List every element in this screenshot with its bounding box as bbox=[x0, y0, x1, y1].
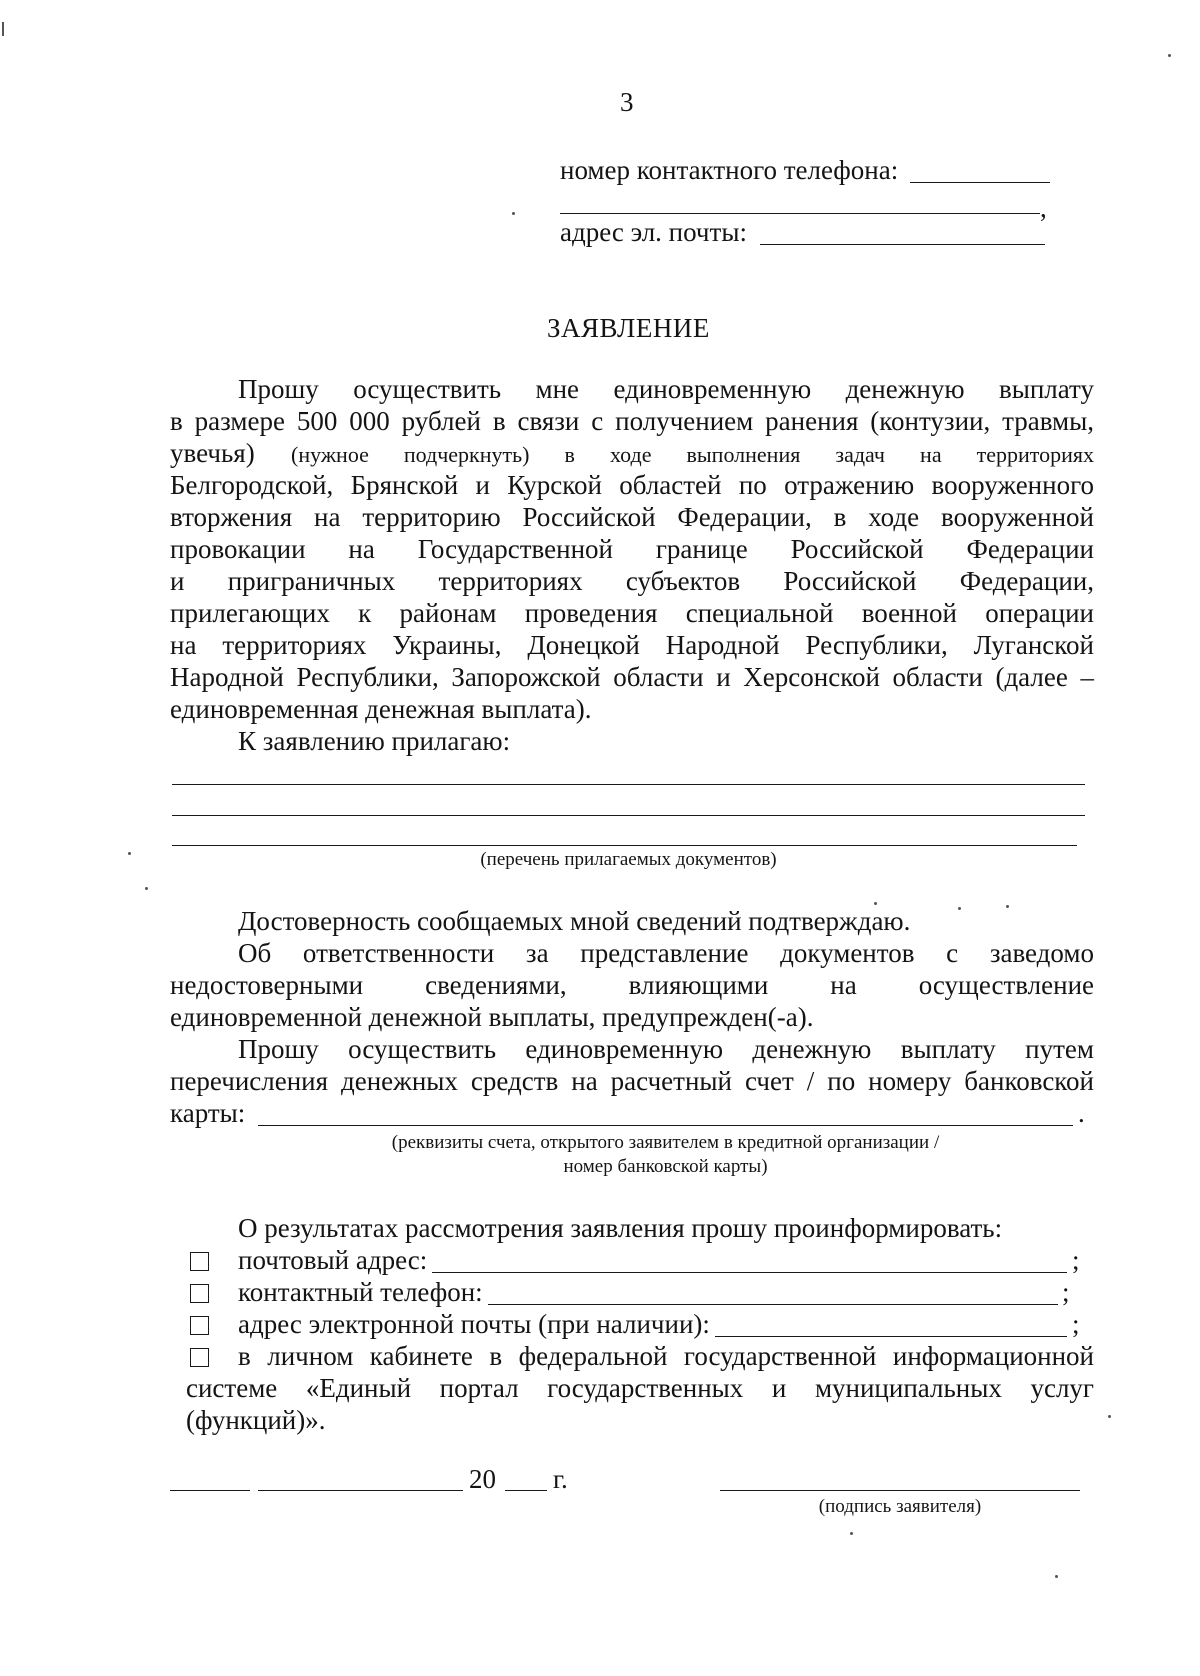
notify-option-phone-end: ; bbox=[1062, 1277, 1070, 1307]
scan-speck bbox=[2, 22, 4, 36]
confirm-line-4: единовременной денежной выплаты, предупрежден(-а). bbox=[170, 1002, 814, 1032]
document-title: ЗАЯВЛЕНИЕ bbox=[547, 313, 710, 343]
body-line-6: провокации на Государственной границе Российской Федерации bbox=[170, 534, 1094, 564]
notify-option-postal-end: ; bbox=[1072, 1245, 1080, 1275]
checkbox-email[interactable] bbox=[190, 1316, 209, 1335]
checkbox-postal[interactable] bbox=[190, 1252, 209, 1271]
scan-speck bbox=[1108, 1415, 1111, 1418]
email-label: адрес эл. почты: bbox=[560, 217, 747, 247]
date-year-field[interactable] bbox=[505, 1490, 547, 1491]
card-period: . bbox=[1078, 1098, 1085, 1128]
attachment-line-2[interactable] bbox=[172, 815, 1085, 816]
phone-field[interactable] bbox=[910, 182, 1050, 183]
body-line-10: Народной Республики, Запорожской области и Херсонской области (далее – bbox=[170, 662, 1094, 692]
phone-trailing-comma: , bbox=[1040, 193, 1047, 223]
notify-heading: О результатах рассмотрения заявления прошу проинформировать: bbox=[238, 1213, 1003, 1243]
card-details-field[interactable] bbox=[258, 1125, 1073, 1126]
card-label: карты: bbox=[170, 1098, 246, 1128]
scan-speck bbox=[874, 902, 877, 905]
scan-speck bbox=[1006, 905, 1009, 908]
notify-option-email-label: адрес электронной почты (при наличии): bbox=[238, 1309, 710, 1339]
confirm-line-3: недостоверными сведениями, влияющими на осуществление bbox=[170, 970, 1094, 1000]
signature-field[interactable] bbox=[720, 1490, 1080, 1491]
body-line-11: единовременная денежная выплата). bbox=[170, 694, 592, 724]
phone-field-continued[interactable] bbox=[560, 213, 1040, 214]
notify-option-portal-line-2 bbox=[186, 1372, 1094, 1404]
confirm-line-1: Достоверность сообщаемых мной сведений подтверждаю. bbox=[238, 906, 911, 936]
body-line-3-prefix: увечья) bbox=[170, 438, 255, 468]
notify-option-postal-label: почтовый адрес: bbox=[238, 1245, 428, 1275]
body-line-7: и приграничных территориях субъектов Российской Федерации, bbox=[170, 566, 1094, 596]
page-number: 3 bbox=[620, 87, 634, 117]
body-line-3 bbox=[170, 437, 1094, 471]
signature-caption: (подпись заявителя) bbox=[818, 1496, 982, 1517]
confirm-line-2-text: Об ответственности за представление документов с заведомо bbox=[238, 938, 1094, 968]
scan-speck bbox=[850, 1532, 853, 1535]
notify-option-portal-label-2: системе «Единый портал государственных и муниципальных услуг bbox=[186, 1373, 1094, 1403]
scan-speck bbox=[1168, 54, 1171, 57]
date-month-field[interactable] bbox=[258, 1490, 463, 1491]
payment-caption-1: (реквизиты счета, открытого заявителем в кредитной организации / bbox=[391, 1132, 940, 1153]
body-line-3-rest: (нужное подчеркнуть) в ходе выполнения задач на территориях bbox=[291, 442, 1094, 467]
attachment-line-3[interactable] bbox=[172, 845, 1077, 846]
body-line-8: прилегающих к районам проведения специальной военной операции bbox=[170, 598, 1094, 628]
scan-speck bbox=[145, 887, 148, 890]
phone-contact-field[interactable] bbox=[488, 1304, 1058, 1305]
postal-address-field[interactable] bbox=[432, 1272, 1067, 1273]
body-line-1 bbox=[170, 373, 1094, 405]
email-field[interactable] bbox=[760, 244, 1045, 245]
payment-line-1-text: Прошу осуществить единовременную денежную выплату путем bbox=[238, 1034, 1094, 1064]
attachment-line-1[interactable] bbox=[172, 784, 1085, 785]
attachments-label: К заявлению прилагаю: bbox=[238, 726, 511, 756]
date-year-suffix: г. bbox=[553, 1464, 568, 1494]
notify-option-portal-label: в личном кабинете в федеральной государственной информационной bbox=[238, 1341, 1094, 1371]
body-line-5: вторжения на территорию Российской Федерации, в ходе вооруженной bbox=[170, 502, 1094, 532]
notify-option-portal-line-3: (функций)». bbox=[186, 1405, 326, 1435]
payment-caption-2: номер банковской карты) bbox=[563, 1156, 768, 1177]
body-line-2: в размере 500 000 рублей в связи с получением ранения (контузии, травмы, bbox=[170, 406, 1094, 436]
attachments-caption: (перечень прилагаемых документов) bbox=[480, 849, 777, 870]
phone-label: номер контактного телефона: bbox=[560, 155, 899, 185]
payment-line-1 bbox=[170, 1033, 1094, 1065]
payment-line-2: перечисления денежных средств на расчетный счет / по номеру банковской bbox=[170, 1066, 1094, 1096]
email-contact-field[interactable] bbox=[715, 1336, 1067, 1337]
date-day-field[interactable] bbox=[170, 1490, 250, 1491]
checkbox-portal[interactable] bbox=[190, 1348, 209, 1367]
confirm-line-2 bbox=[170, 937, 1094, 969]
date-year-prefix: 20 bbox=[469, 1464, 496, 1494]
scan-speck bbox=[512, 212, 515, 215]
body-line-4: Белгородской, Брянской и Курской областей по отражению вооруженного bbox=[170, 470, 1094, 500]
scan-speck bbox=[128, 852, 131, 855]
checkbox-phone[interactable] bbox=[190, 1284, 209, 1303]
body-line-1-text: Прошу осуществить мне единовременную денежную выплату bbox=[238, 374, 1094, 404]
notify-option-portal-line-1 bbox=[238, 1340, 1094, 1372]
notify-option-phone-label: контактный телефон: bbox=[238, 1277, 483, 1307]
scan-speck bbox=[1055, 1575, 1058, 1578]
body-line-9: на территориях Украины, Донецкой Народной Республики, Луганской bbox=[170, 630, 1094, 660]
notify-option-email-end: ; bbox=[1072, 1309, 1080, 1339]
scan-speck bbox=[958, 907, 961, 910]
